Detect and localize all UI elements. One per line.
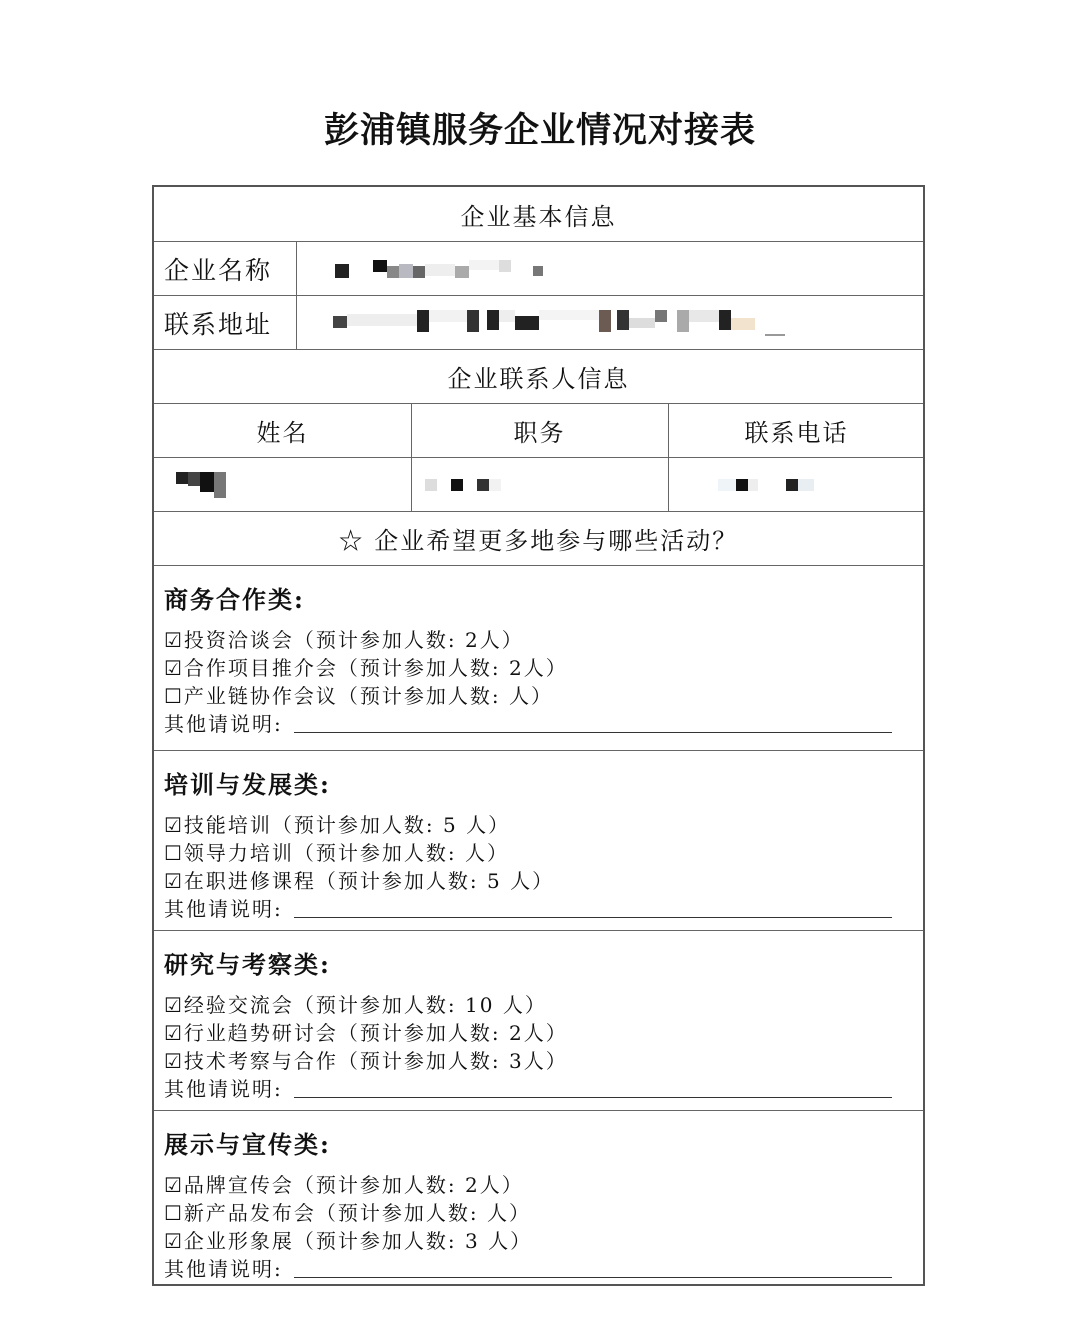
section-promotion (154, 1111, 923, 1284)
contact-columns-row (154, 404, 923, 458)
other-label: 其他请说明: (164, 1077, 283, 1101)
checkbox-item[interactable]: ☑合作项目推介会（预计参加人数: 2人） (164, 656, 568, 680)
form-table (152, 185, 925, 1286)
checkbox-item[interactable]: ☐新产品发布会（预计参加人数: 人） (164, 1201, 532, 1225)
company-name-label: 企业名称 (154, 242, 297, 295)
company-name-row (154, 242, 923, 296)
checkbox-item[interactable]: ☑技能培训（预计参加人数: 5 人） (164, 813, 511, 837)
other-input-line[interactable] (294, 732, 892, 733)
address-value-redacted (297, 296, 923, 349)
basic-info-header: 企业基本信息 (154, 187, 923, 242)
contact-values-row (154, 458, 923, 512)
address-row (154, 296, 923, 350)
checkbox-item[interactable]: ☐领导力培训（预计参加人数: 人） (164, 841, 510, 865)
form-title: 彭浦镇服务企业情况对接表 (323, 110, 756, 151)
contact-name-redacted (154, 458, 412, 511)
company-name-value-redacted (297, 242, 923, 295)
section-title: 商务合作类: (164, 585, 305, 614)
checkbox-item[interactable]: ☑经验交流会（预计参加人数: 10 人） (164, 993, 547, 1017)
section-research (154, 931, 923, 1111)
contact-info-header: 企业联系人信息 (154, 350, 923, 404)
contact-phone-redacted (668, 458, 925, 511)
checkbox-item[interactable]: ☑在职进修课程（预计参加人数: 5 人） (164, 869, 555, 893)
other-input-line[interactable] (294, 1097, 892, 1098)
section-training (154, 751, 923, 931)
section-title: 展示与宣传类: (164, 1130, 331, 1159)
contact-position-redacted (411, 458, 669, 511)
activity-question: ☆ 企业希望更多地参与哪些活动？ (154, 512, 923, 566)
checkbox-item[interactable]: ☑技术考察与合作（预计参加人数: 3人） (164, 1049, 568, 1073)
col-name: 姓名 (154, 404, 412, 457)
checkbox-item[interactable]: ☑品牌宣传会（预计参加人数: 2人） (164, 1173, 524, 1197)
other-label: 其他请说明: (164, 712, 283, 736)
section-business (154, 566, 923, 751)
other-input-line[interactable] (294, 1277, 892, 1278)
section-title: 培训与发展类: (164, 770, 331, 799)
col-phone: 联系电话 (744, 419, 849, 447)
address-label: 联系地址 (154, 296, 297, 349)
checkbox-item[interactable]: ☑行业趋势研讨会（预计参加人数: 2人） (164, 1021, 568, 1045)
section-title: 研究与考察类: (164, 950, 331, 979)
other-input-line[interactable] (294, 917, 892, 918)
col-position: 职务 (411, 404, 669, 457)
checkbox-item[interactable]: ☑投资洽谈会（预计参加人数: 2人） (164, 628, 524, 652)
other-label: 其他请说明: (164, 1257, 283, 1281)
checkbox-item[interactable]: ☑企业形象展（预计参加人数: 3 人） (164, 1229, 533, 1253)
checkbox-item[interactable]: ☐产业链协作会议（预计参加人数: 人） (164, 684, 554, 708)
other-label: 其他请说明: (164, 897, 283, 921)
